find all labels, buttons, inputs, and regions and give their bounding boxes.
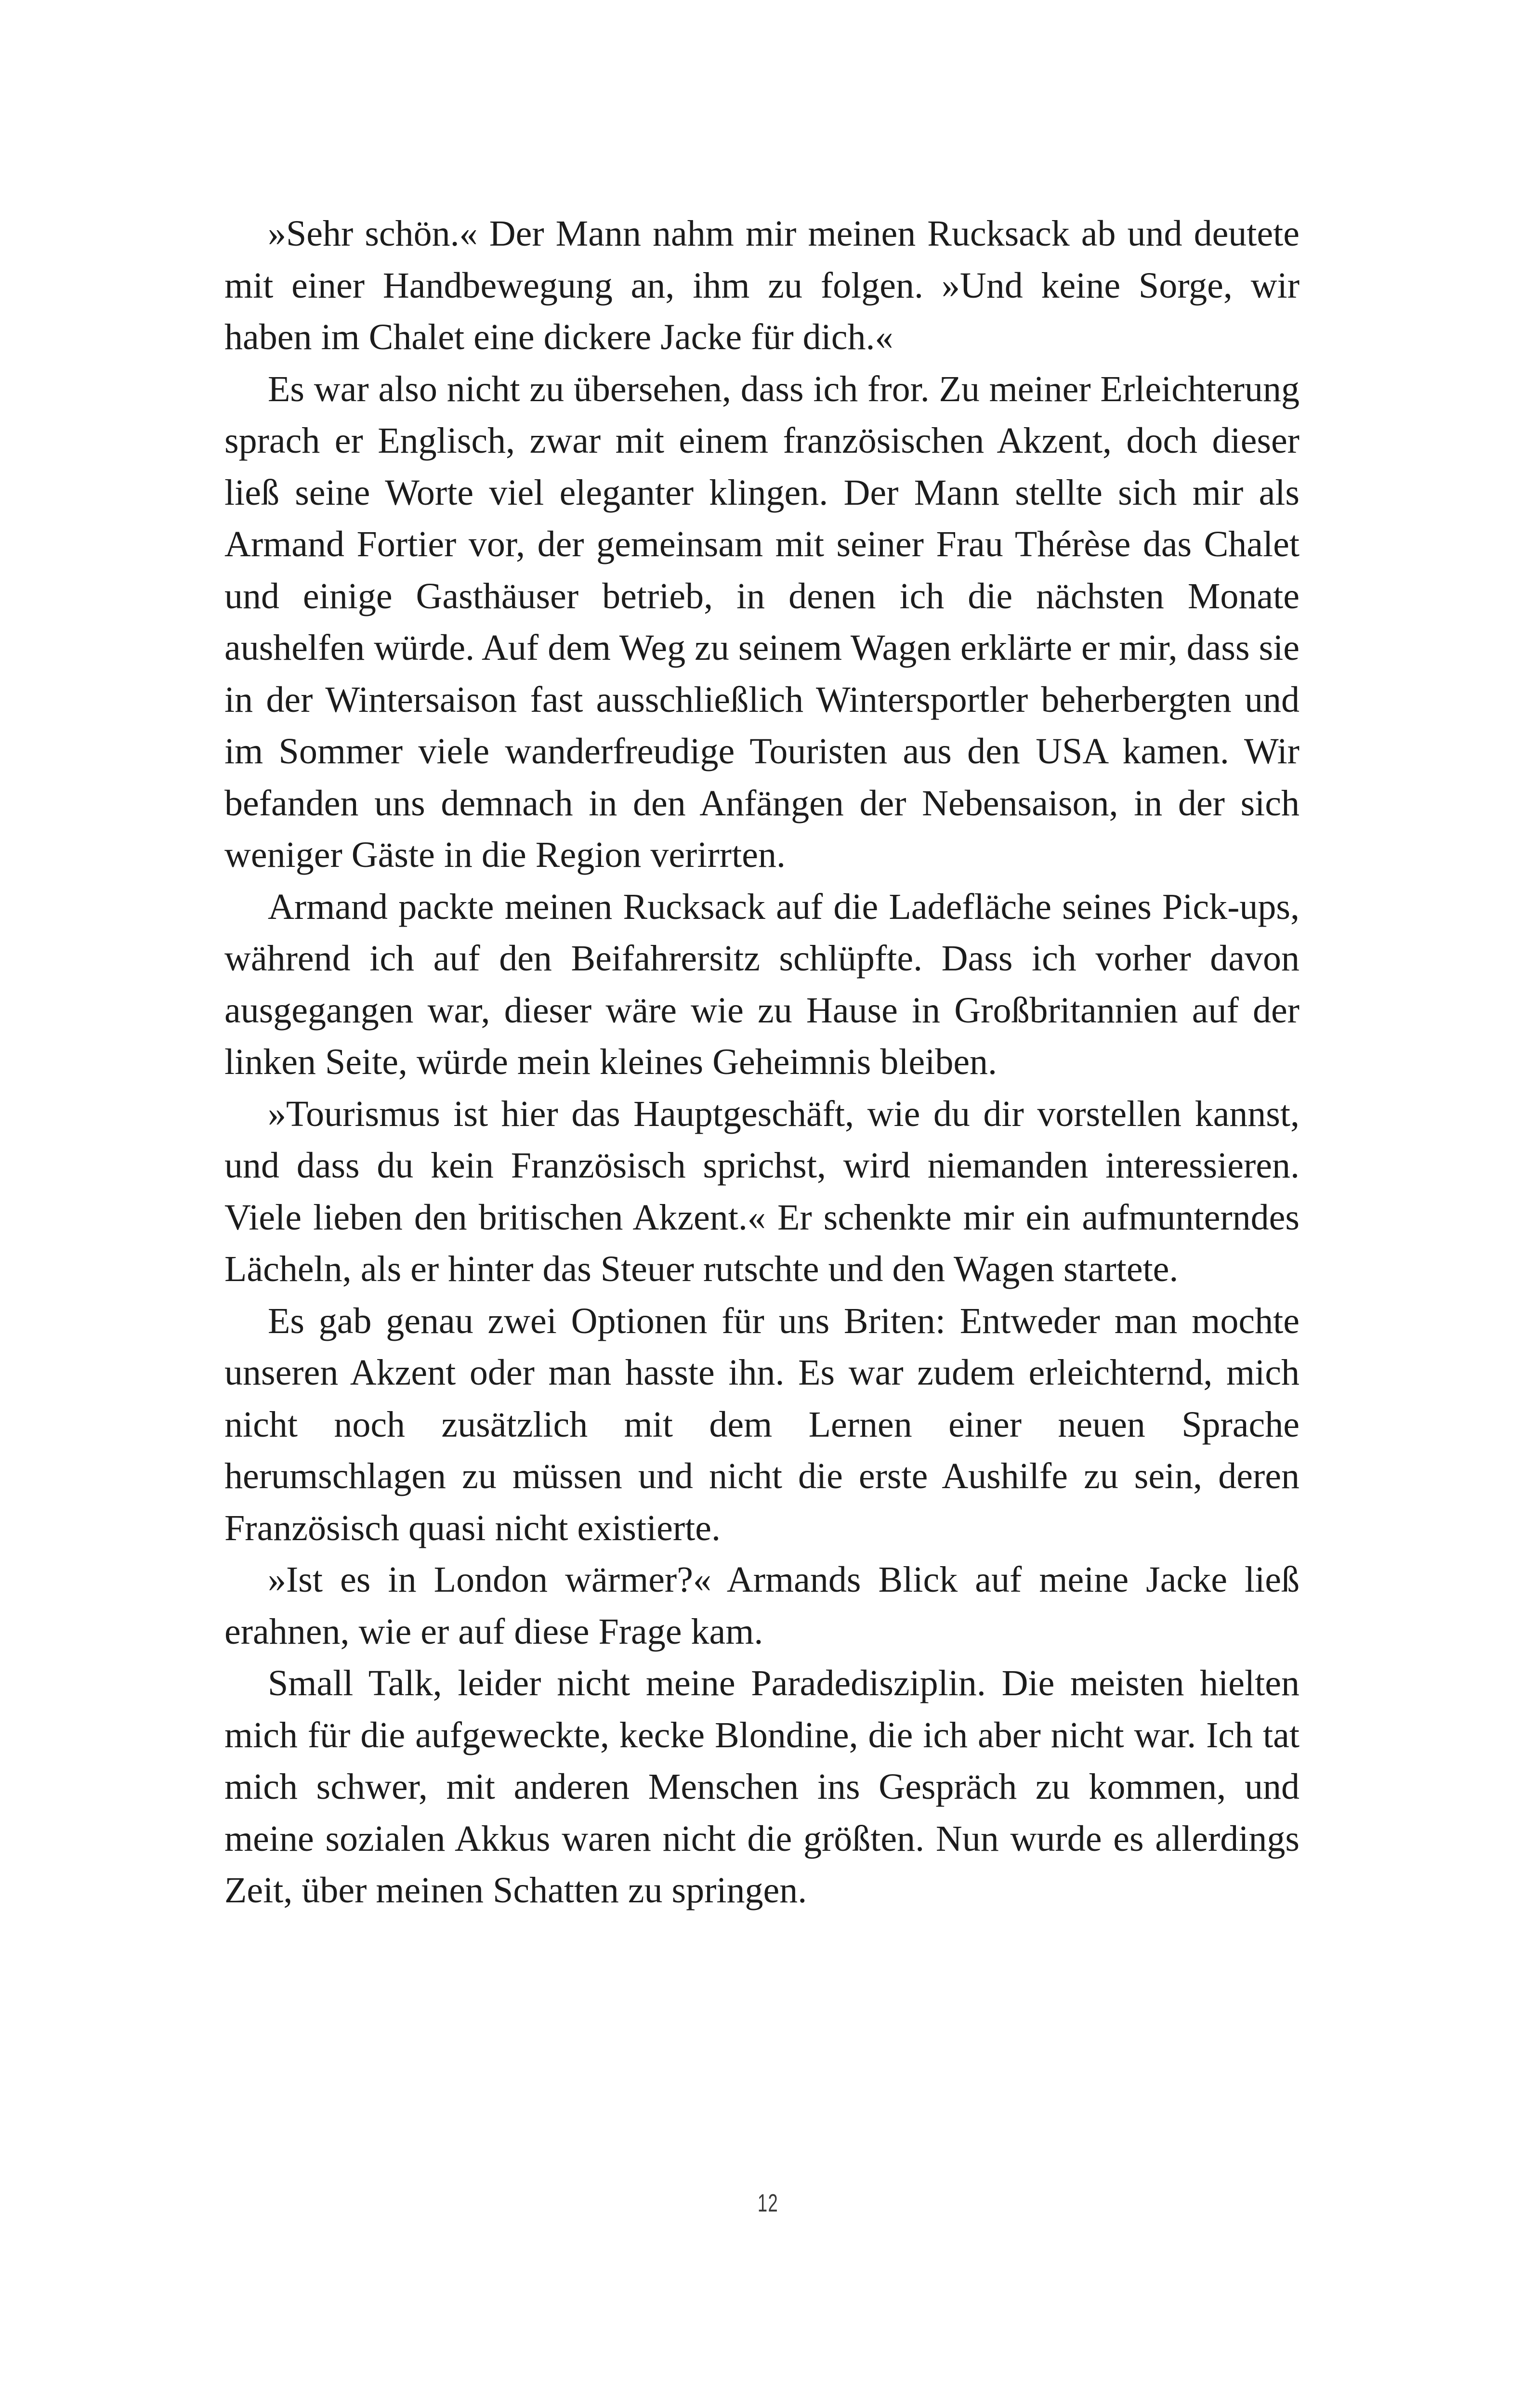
body-text <box>224 208 1300 1917</box>
paragraph-3: Armand packte meinen Rucksack auf die Ladefläche seines Pick-ups, während ich auf den Beifahrersitz schlüpfte. Dass ich vorher davon ausgegangen war, dieser wäre wie zu Hause in Großbritannien auf der linken Seite, würde mein kleines Geheimnis bleiben. <box>224 886 1300 1082</box>
paragraph-2: Es war also nicht zu übersehen, dass ich fror. Zu meiner Erleichterung sprach er Englisch, zwar mit einem französischen Akzent, doch dieser ließ seine Worte viel eleganter klingen. Der Mann stellte sich mir als Armand Fortier vor, der gemeinsam mit seiner Frau Thérèse das Chalet und einige Gasthäuser betrieb, in denen ich die nächsten Monate aushelfen würde. Auf dem Weg zu seinem Wagen erklärte er mir, dass sie in der Wintersaison fast ausschließlich Wintersportler beherbergten und im Sommer viele wanderfreudige Touristen aus den USA kamen. Wir befanden uns demnach in den Anfängen der Nebensaison, in der sich weniger Gäste in die Region verirrten. <box>224 368 1300 875</box>
paragraph-1: »Sehr schön.« Der Mann nahm mir meinen Rucksack ab und deutete mit einer Handbewegung an, ihm zu folgen. »Und keine Sorge, wir haben im Chalet eine dickere Jacke für dich.« <box>224 213 1300 357</box>
paragraph-7: Small Talk, leider nicht meine Paradedisziplin. Die meisten hielten mich für die aufgeweckte, kecke Blondine, die ich aber nicht war. Ich tat mich schwer, mit anderen Menschen ins Gespräch zu kommen, und meine sozialen Akkus waren nicht die größten. Nun wurde es allerdings Zeit, über meinen Schatten zu springen. <box>224 1663 1300 1911</box>
paragraph-6: »Ist es in London wärmer?« Armands Blick auf meine Jacke ließ erahnen, wie er auf diese Frage kam. <box>224 1559 1300 1652</box>
paragraph-5: Es gab genau zwei Optionen für uns Briten: Entweder man mochte unseren Akzent oder man hasste ihn. Es war zudem erleichternd, mich nicht noch zusätzlich mit dem Lernen einer neuen Sprache herumschlagen zu müssen und nicht die erste Aushilfe zu sein, deren Französisch quasi nicht existierte. <box>224 1300 1300 1548</box>
paragraph-4: »Tourismus ist hier das Hauptgeschäft, wie du dir vorstellen kannst, und dass du kein Französisch sprichst, wird niemanden interessieren. Viele lieben den britischen Akzent.« Er schenkte mir ein aufmunterndes Lächeln, als er hinter das Steuer rutschte und den Wagen startete. <box>224 1093 1300 1289</box>
page-number: 12 <box>757 2189 779 2217</box>
